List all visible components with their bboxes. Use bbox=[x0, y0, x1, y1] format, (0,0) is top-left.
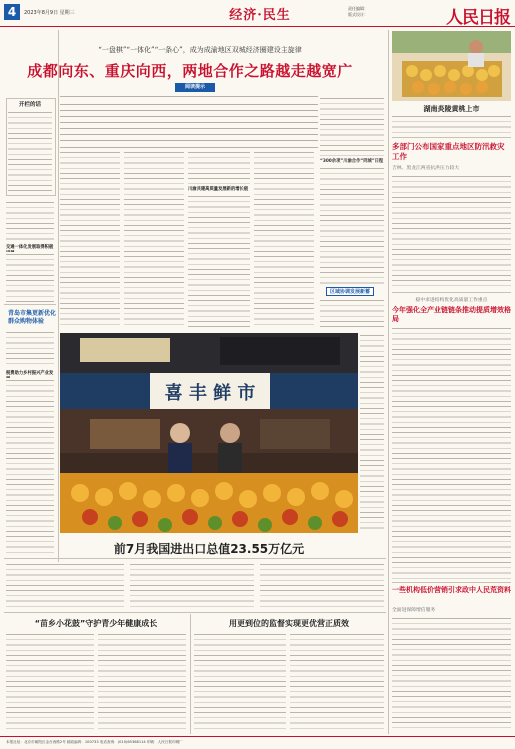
article-text bbox=[188, 150, 250, 184]
designer-line: 版式设计： bbox=[348, 12, 368, 17]
article-text bbox=[194, 632, 286, 732]
subheading: “300余项”川渝合作“同城”日程 bbox=[320, 159, 384, 164]
peach-photo-image bbox=[392, 31, 511, 101]
article-text bbox=[320, 96, 384, 156]
peach-caption: 湖南炎陵黄桃上市 bbox=[423, 105, 480, 113]
editor-line: 责任编辑： bbox=[348, 6, 368, 11]
main-headline: 成都向东、重庆向西，两地合作之路越走越宽广 bbox=[27, 62, 353, 80]
divider bbox=[392, 582, 511, 583]
article-text bbox=[392, 174, 511, 290]
divider bbox=[4, 612, 386, 613]
article-text bbox=[392, 616, 511, 732]
lead-box bbox=[60, 96, 318, 148]
subheading: 交通一体化发展取得积极 bbox=[6, 245, 54, 250]
story2-title: “苗乡小花鼓”守护青少年健康成长 bbox=[34, 619, 158, 628]
editor-info bbox=[348, 6, 410, 18]
chain-headline: 今年强化全产业链链条推动提质增效格局 bbox=[392, 306, 511, 323]
divider bbox=[392, 137, 511, 138]
market-photo bbox=[60, 333, 358, 533]
divider bbox=[58, 30, 59, 570]
article-text bbox=[188, 194, 250, 328]
article-text bbox=[320, 298, 384, 330]
article-text bbox=[6, 200, 54, 242]
footer-text: 本报社址：北京市朝阳区金台西路2号 邮政编码：100733 电话查询：(010)65368114 印刷：人民日报印刷厂 bbox=[6, 740, 183, 744]
page-footer bbox=[0, 736, 515, 749]
subheading: 税费助力乡村振兴产业发 bbox=[6, 371, 54, 376]
divider bbox=[4, 558, 386, 559]
section-title: 经济·民生 bbox=[229, 8, 291, 23]
article-text bbox=[6, 378, 54, 554]
finance-kicker: 全面进保障增信服务 bbox=[392, 608, 436, 613]
divider bbox=[190, 614, 191, 734]
page-number: 4 bbox=[4, 4, 20, 20]
article-text bbox=[6, 330, 54, 368]
newspaper-logo: 人民日报 bbox=[446, 8, 510, 28]
flood-headline: 多部门公布国家重点地区防汛救灾工作 bbox=[392, 142, 505, 161]
lead-text bbox=[60, 101, 318, 143]
market-photo-image bbox=[60, 333, 358, 533]
svg-text:喜 丰 鲜 市: 喜 丰 鲜 市 bbox=[164, 383, 256, 404]
divider bbox=[388, 30, 389, 734]
peach-photo bbox=[392, 31, 511, 101]
article-text bbox=[260, 562, 384, 610]
article-text bbox=[320, 166, 384, 286]
commentary-title: 开栏的话 bbox=[18, 102, 41, 108]
article-text bbox=[6, 562, 124, 610]
photo-caption-text bbox=[360, 333, 384, 533]
article-text bbox=[6, 632, 94, 732]
story3-title: 用更到位的监督实现更优营正质效 bbox=[229, 619, 349, 628]
article-text bbox=[60, 150, 120, 328]
article-text bbox=[254, 150, 314, 328]
qr-article-title: 青岛市集更新优化群众购物体验 bbox=[8, 310, 57, 325]
flood-kicker: 吉林、黑龙江两省抗洪压力较大 bbox=[392, 166, 460, 171]
subheading: 川渝共建高质量发展新的增长极 bbox=[188, 187, 249, 192]
trade-headline: 前7月我国进出口总值23.55万亿元 bbox=[113, 542, 305, 556]
subheading-box: 区域协调发展新蓄 bbox=[326, 287, 374, 296]
article-text bbox=[290, 632, 384, 732]
article-text bbox=[392, 326, 511, 580]
article-text bbox=[124, 150, 184, 328]
article-text bbox=[98, 632, 186, 732]
divider bbox=[4, 304, 56, 305]
commentary-text bbox=[8, 110, 52, 192]
finance-headline: 一些机构低价营销引求政中人民荒资料 bbox=[392, 586, 511, 594]
article-text bbox=[130, 562, 254, 610]
article-text bbox=[6, 252, 54, 302]
main-kicker: “一盘棋”“一体化”“一条心”，成为成渝地区双城经济圈建设主旋律 bbox=[98, 46, 302, 54]
page-date: 2023年8月9日 星期三 bbox=[24, 10, 75, 16]
divider bbox=[392, 292, 511, 293]
article-text bbox=[392, 114, 511, 134]
chain-kicker: 稳中求进结构优化高质量工作重点 bbox=[415, 298, 488, 303]
lead-title: 阅读提示 bbox=[175, 83, 215, 92]
